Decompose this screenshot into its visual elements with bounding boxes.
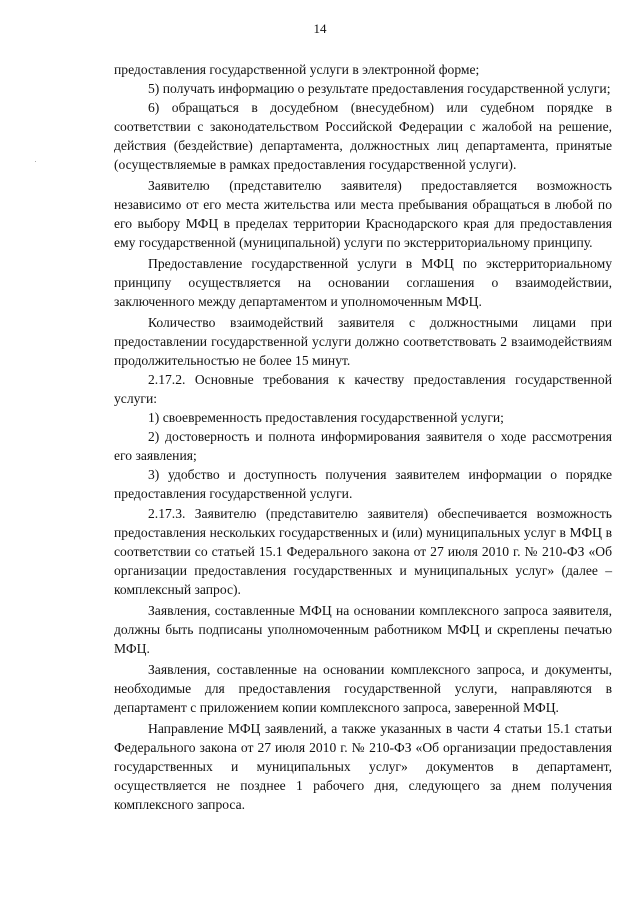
paragraph-complex-request-signature: Заявления, составленные МФЦ на основании комплексного запроса заявителя, должны быть подписаны уполномоченным работником МФЦ и скреплены печатью МФЦ. bbox=[114, 603, 612, 656]
paragraph-mfc-agreement: Предоставление государственной услуги в МФЦ по экстерриториальному принципу осуществляется на основании соглашения о взаимодействии, заключенного между департаментом и уполномоченным МФЦ. bbox=[114, 256, 612, 309]
paragraph-complex-request-documents: Заявления, составленные на основании комплексного запроса, и документы, необходимые для предоставления государственной услуги, направляются в департамент с приложением копии комплексного запроса, заверенной МФЦ. bbox=[114, 662, 612, 715]
quality-item-1: 1) своевременность предоставления государственной услуги; bbox=[148, 410, 504, 425]
quality-item-3: 3) удобство и доступность получения заявителем информации о порядке предоставления государственной услуги. bbox=[114, 467, 612, 501]
margin-mark bbox=[35, 161, 36, 162]
paragraph-extraterritorial: Заявителю (представителю заявителя) предоставляется возможность независимо от его места жительства или места пребывания обращаться в любой по его выбору МФЦ в пределах территории Краснодарского края для предоставления ему государственной (муниципальной) услуги по экстерриториальному принципу. bbox=[114, 178, 612, 250]
paragraph-continuation: предоставления государственной услуги в электронной форме; bbox=[114, 62, 480, 77]
quality-item-2: 2) достоверность и полнота информирования заявителя о ходе рассмотрения его заявления; bbox=[114, 429, 612, 463]
paragraph-interactions: Количество взаимодействий заявителя с должностными лицами при предоставлении государственной услуги должно соответствовать 2 взаимодействиям продолжительностью не более 15 минут. bbox=[114, 315, 612, 368]
page-number: 14 bbox=[313, 21, 327, 36]
section-2-17-3: 2.17.3. Заявителю (представителю заявителя) обеспечивается возможность предоставления нескольких государственных и (или) муниципальных услуг в МФЦ в соответствии со статьей 15.1 Федерального закона от 27 июля 2010 г. № 210-ФЗ «Об организации предоставления государственных и муниципальных услуг» (далее – комплексный запрос). bbox=[114, 506, 612, 597]
section-2-17-2: 2.17.2. Основные требования к качеству предоставления государственной услуги: bbox=[114, 372, 612, 406]
list-item-5: 5) получать информацию о результате предоставления государственной услуги; bbox=[148, 81, 611, 96]
paragraph-submission-deadline: Направление МФЦ заявлений, а также указанных в части 4 статьи 15.1 статьи Федерального закона от 27 июля 2010 г. № 210-ФЗ «Об организации предоставления государственных и муниципальных услуг» документов в департамент, осуществляется не позднее 1 рабочего дня, следующего за днем получения комплексного запроса. bbox=[114, 721, 612, 812]
list-item-6: 6) обращаться в досудебном (внесудебном) или судебном порядке в соответствии с законодательством Российской Федерации с жалобой на решение, действия (бездействие) департамента, должностных лиц департамента, принятые (осуществляемые в рамках предоставления государственной услуги). bbox=[114, 100, 612, 172]
document-body bbox=[114, 60, 612, 814]
